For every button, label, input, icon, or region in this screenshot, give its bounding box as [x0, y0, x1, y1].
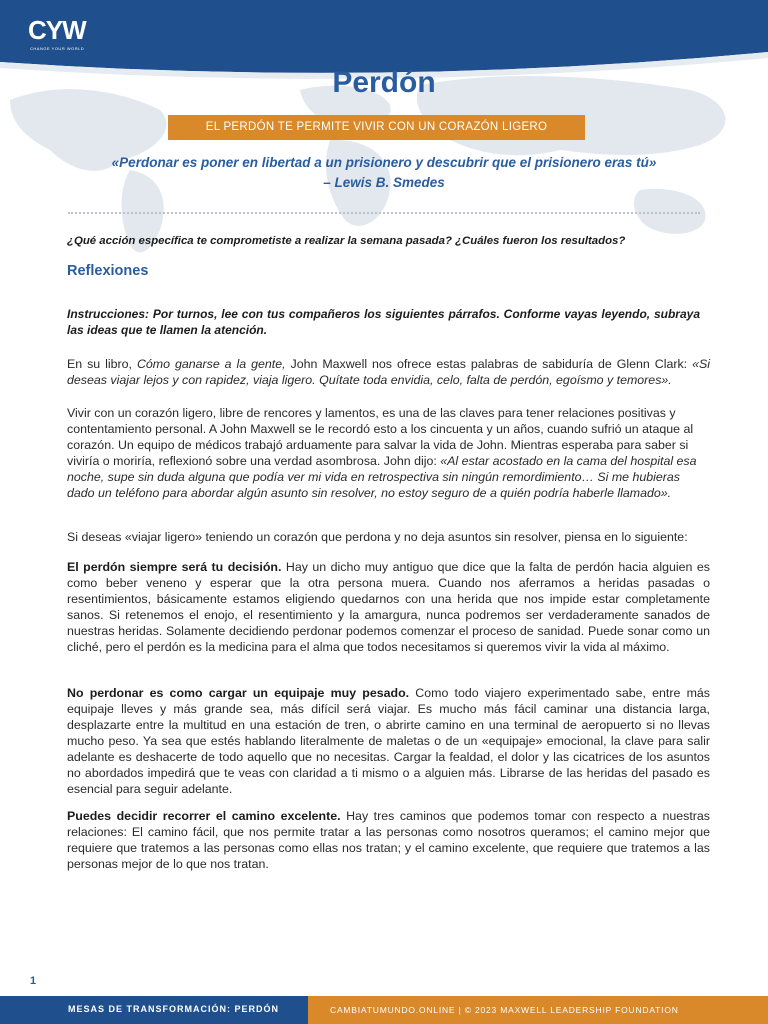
- logo-text: CYW: [28, 15, 86, 45]
- glenn-clark-quote: «Si deseas viajar lejos y con rapidez, viaja ligero. Quítate toda envidia, celo, falta de perdón, egoísmo y temores».: [67, 357, 710, 387]
- instructions-paragraph: Instrucciones: Por turnos, lee con tus compañeros los siguientes párrafos. Conforme vayas leyendo, subraya las ideas que te llamen la atención.: [67, 307, 700, 337]
- paragraph-4-heading: El perdón siempre será tu decisión.: [67, 560, 282, 574]
- paragraph-6: Puedes decidir recorrer el camino excelente. Hay tres caminos que podemos tomar con respecto a nuestras relaciones: El camino fácil, que nos permite tratar a las personas como nosotros queramos; el camino mejor que requiere que tratemos a las personas como ellas nos tratan; y el camino excelente, que requiere que tratemos a las personas mejor de lo que nos tratan.: [67, 809, 710, 871]
- paragraph-1: En su libro, Cómo ganarse a la gente, John Maxwell nos ofrece estas palabras de sabiduría de Glenn Clark: «Si deseas viajar lejos y con rapidez, viaja ligero. Quítate toda envidia, celo, falta de perdón, egoísmo y temores».: [67, 357, 710, 387]
- maxwell-quote: «Al estar acostado en la cama del hospital esa noche, supe sin duda alguna que podía ver mi vida en retrospectiva sin ningún remordimiento… Si me hubieras dado un teléfono para abordar algún asunto sin resolver, no estoy seguro de a quién podría haberle llamado».: [67, 454, 697, 500]
- footer-right-text: CAMBIATUMUNDO.ONLINE | © 2023 MAXWELL LEADERSHIP FOUNDATION: [330, 1005, 679, 1015]
- paragraph-5: No perdonar es como cargar un equipaje muy pesado. Como todo viajero experimentado sabe, entre más equipaje lleves y más grande sea, más difícil será viajar. Es mucho más fácil caminar una distancia larga, desplazarte entre la multitud en una estación de tren, o abrirte camino en una terminal de aeropuerto si no llevas mucho peso. Ya sea que estés hablando literalmente de maletas o de un «equipaje» emocional, la clave para salir adelante es deshacerte de todo aquello que no necesitas. Cargar la fealdad, el dolor y las cicatrices de los asuntos no abordados impedirá que te veas con claridad a ti mismo o a alguien más. Librarse de las heridas del pasado es esencial para seguir adelante.: [67, 686, 710, 796]
- page-title: Perdón: [332, 66, 436, 99]
- epigraph-quote: [60, 153, 708, 193]
- section-title-reflexiones: Reflexiones: [67, 263, 149, 279]
- footer-left-text: MESAS DE TRANSFORMACIÓN: PERDÓN: [68, 1004, 280, 1014]
- paragraph-4: El perdón siempre será tu decisión. Hay un dicho muy antiguo que dice que la falta de perdón hacia alguien es como beber veneno y esperar que la otra persona muera. Cuando nos aferramos a heridas pasadas o resentimientos, básicamente estamos eligiendo quedarnos con una herida que nos impide estar completamente sanos. Si retenemos el enojo, el resentimiento y la amargura, nunca podremos ser verdaderamente sanados de nuestras heridas. Solamente decidiendo perdonar podemos comenzar el proceso de sanidad. Puede sonar como un cliché, pero el perdón es la medicina para el alma que todos necesitamos si queremos vivir la vida al máximo.: [67, 560, 710, 654]
- quote-text: «Perdonar es poner en libertad a un prisionero y descubrir que el prisionero eras tú»: [111, 155, 657, 170]
- book-title: Cómo ganarse a la gente,: [136, 357, 286, 371]
- paragraph-3: Si deseas «viajar ligero» teniendo un corazón que perdona y no deja asuntos sin resolver, piensa en lo siguiente:: [67, 530, 688, 544]
- quote-author: – Lewis B. Smedes: [323, 175, 445, 190]
- paragraph-5-heading: No perdonar es como cargar un equipaje muy pesado.: [67, 686, 410, 700]
- page-number: 1: [30, 975, 37, 987]
- paragraph-6-heading: Puedes decidir recorrer el camino excelente.: [67, 809, 341, 823]
- logo-subtext: CHANGE YOUR WORLD: [30, 46, 85, 51]
- paragraph-2: Vivir con un corazón ligero, libre de rencores y lamentos, es una de las claves para tener relaciones positivas y contentamiento personal. A John Maxwell se le recordó esto a los cincuenta y un años, cuando sufrió un ataque al corazón. Un equipo de médicos trabajó arduamente para salvar la vida de John. Mientras esperaba para saber si viviría o moriría, reflexionó sobre una verdad asombrosa. John dijo: «Al estar acostado en la cama del hospital esa noche, supe sin duda alguna que podía ver mi vida en retrospectiva sin ningún remordimiento… Si me hubieras dado un teléfono para abordar algún asunto sin resolver, no estoy seguro de a quién podría haberle llamado».: [67, 406, 697, 500]
- cyw-logo: [28, 16, 92, 56]
- subtitle-banner: EL PERDÓN TE PERMITE VIVIR CON UN CORAZÓN LIGERO: [168, 115, 585, 140]
- review-question: ¿Qué acción específica te comprometiste a realizar la semana pasada? ¿Cuáles fueron los resultados?: [67, 235, 626, 247]
- dotted-divider: [68, 212, 700, 214]
